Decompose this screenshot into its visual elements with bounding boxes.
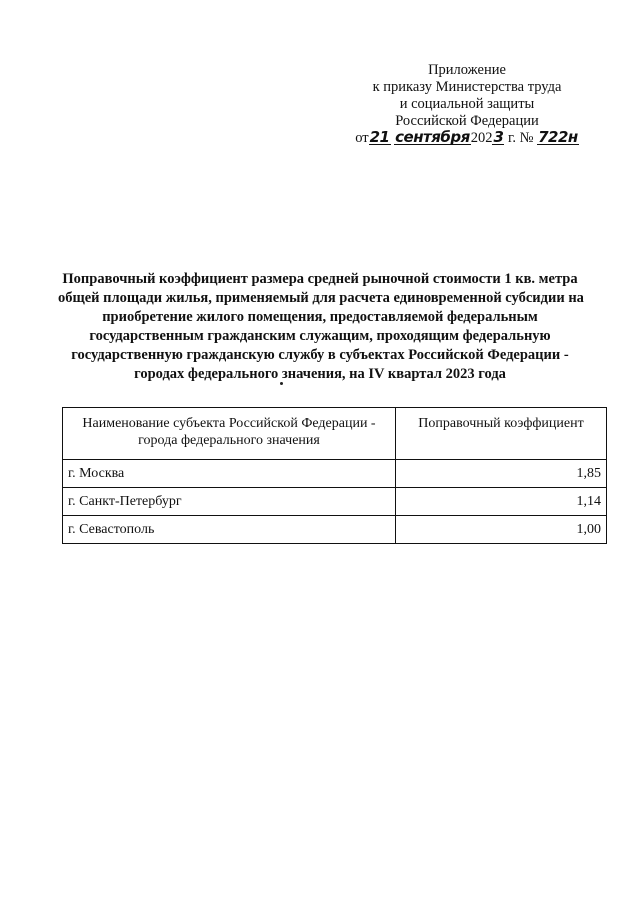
date-year-prefix: 202 — [470, 130, 493, 146]
attachment-label: Приложение — [428, 62, 506, 78]
coefficient-cell: 1,00 — [396, 516, 607, 544]
title-line: общей площади жилья, применяемый для расчета единовременной субсидии на — [58, 290, 584, 306]
handwritten-order-number: 722н — [538, 128, 578, 146]
subject-name-cell: г. Москва — [63, 460, 396, 488]
title-line: государственную гражданскую службу в субъектах Российской Федерации - — [71, 347, 569, 363]
subject-name-cell: г. Севастополь — [63, 516, 396, 544]
table-row — [63, 516, 607, 544]
attachment-header — [355, 62, 579, 147]
order-reference-line: к приказу Министерства труда — [372, 79, 562, 95]
handwritten-month: сентября — [395, 128, 470, 146]
ministry-line: и социальной защиты — [399, 96, 535, 112]
number-label: г. № — [508, 130, 534, 146]
handwritten-year-digit: 3 — [493, 128, 504, 146]
stray-mark — [280, 382, 283, 385]
title-line: городах федерального значения, на IV квартал 2023 года — [134, 366, 506, 382]
table-row — [63, 460, 607, 488]
federation-line: Российской Федерации — [395, 113, 539, 129]
date-prefix: от — [355, 130, 369, 146]
title-line: Поправочный коэффициент размера средней рыночной стоимости 1 кв. метра — [62, 271, 578, 287]
table-header-row — [63, 408, 607, 460]
subject-name-cell: г. Санкт-Петербург — [63, 488, 396, 516]
table-row — [63, 488, 607, 516]
handwritten-day: 21 — [369, 128, 390, 146]
coefficient-cell: 1,14 — [396, 488, 607, 516]
title-line: приобретение жилого помещения, предоставляемой федеральным — [102, 309, 538, 325]
coefficient-table — [62, 407, 607, 544]
column-header-subject: Наименование субъекта Российской Федерации - города федерального значения — [63, 408, 396, 460]
coefficient-cell: 1,85 — [396, 460, 607, 488]
title-line: государственным гражданским служащим, проходящим федеральную — [89, 328, 551, 344]
order-date-line — [355, 130, 579, 147]
column-header-coefficient: Поправочный коэффициент — [396, 408, 607, 460]
document-title — [58, 270, 582, 384]
